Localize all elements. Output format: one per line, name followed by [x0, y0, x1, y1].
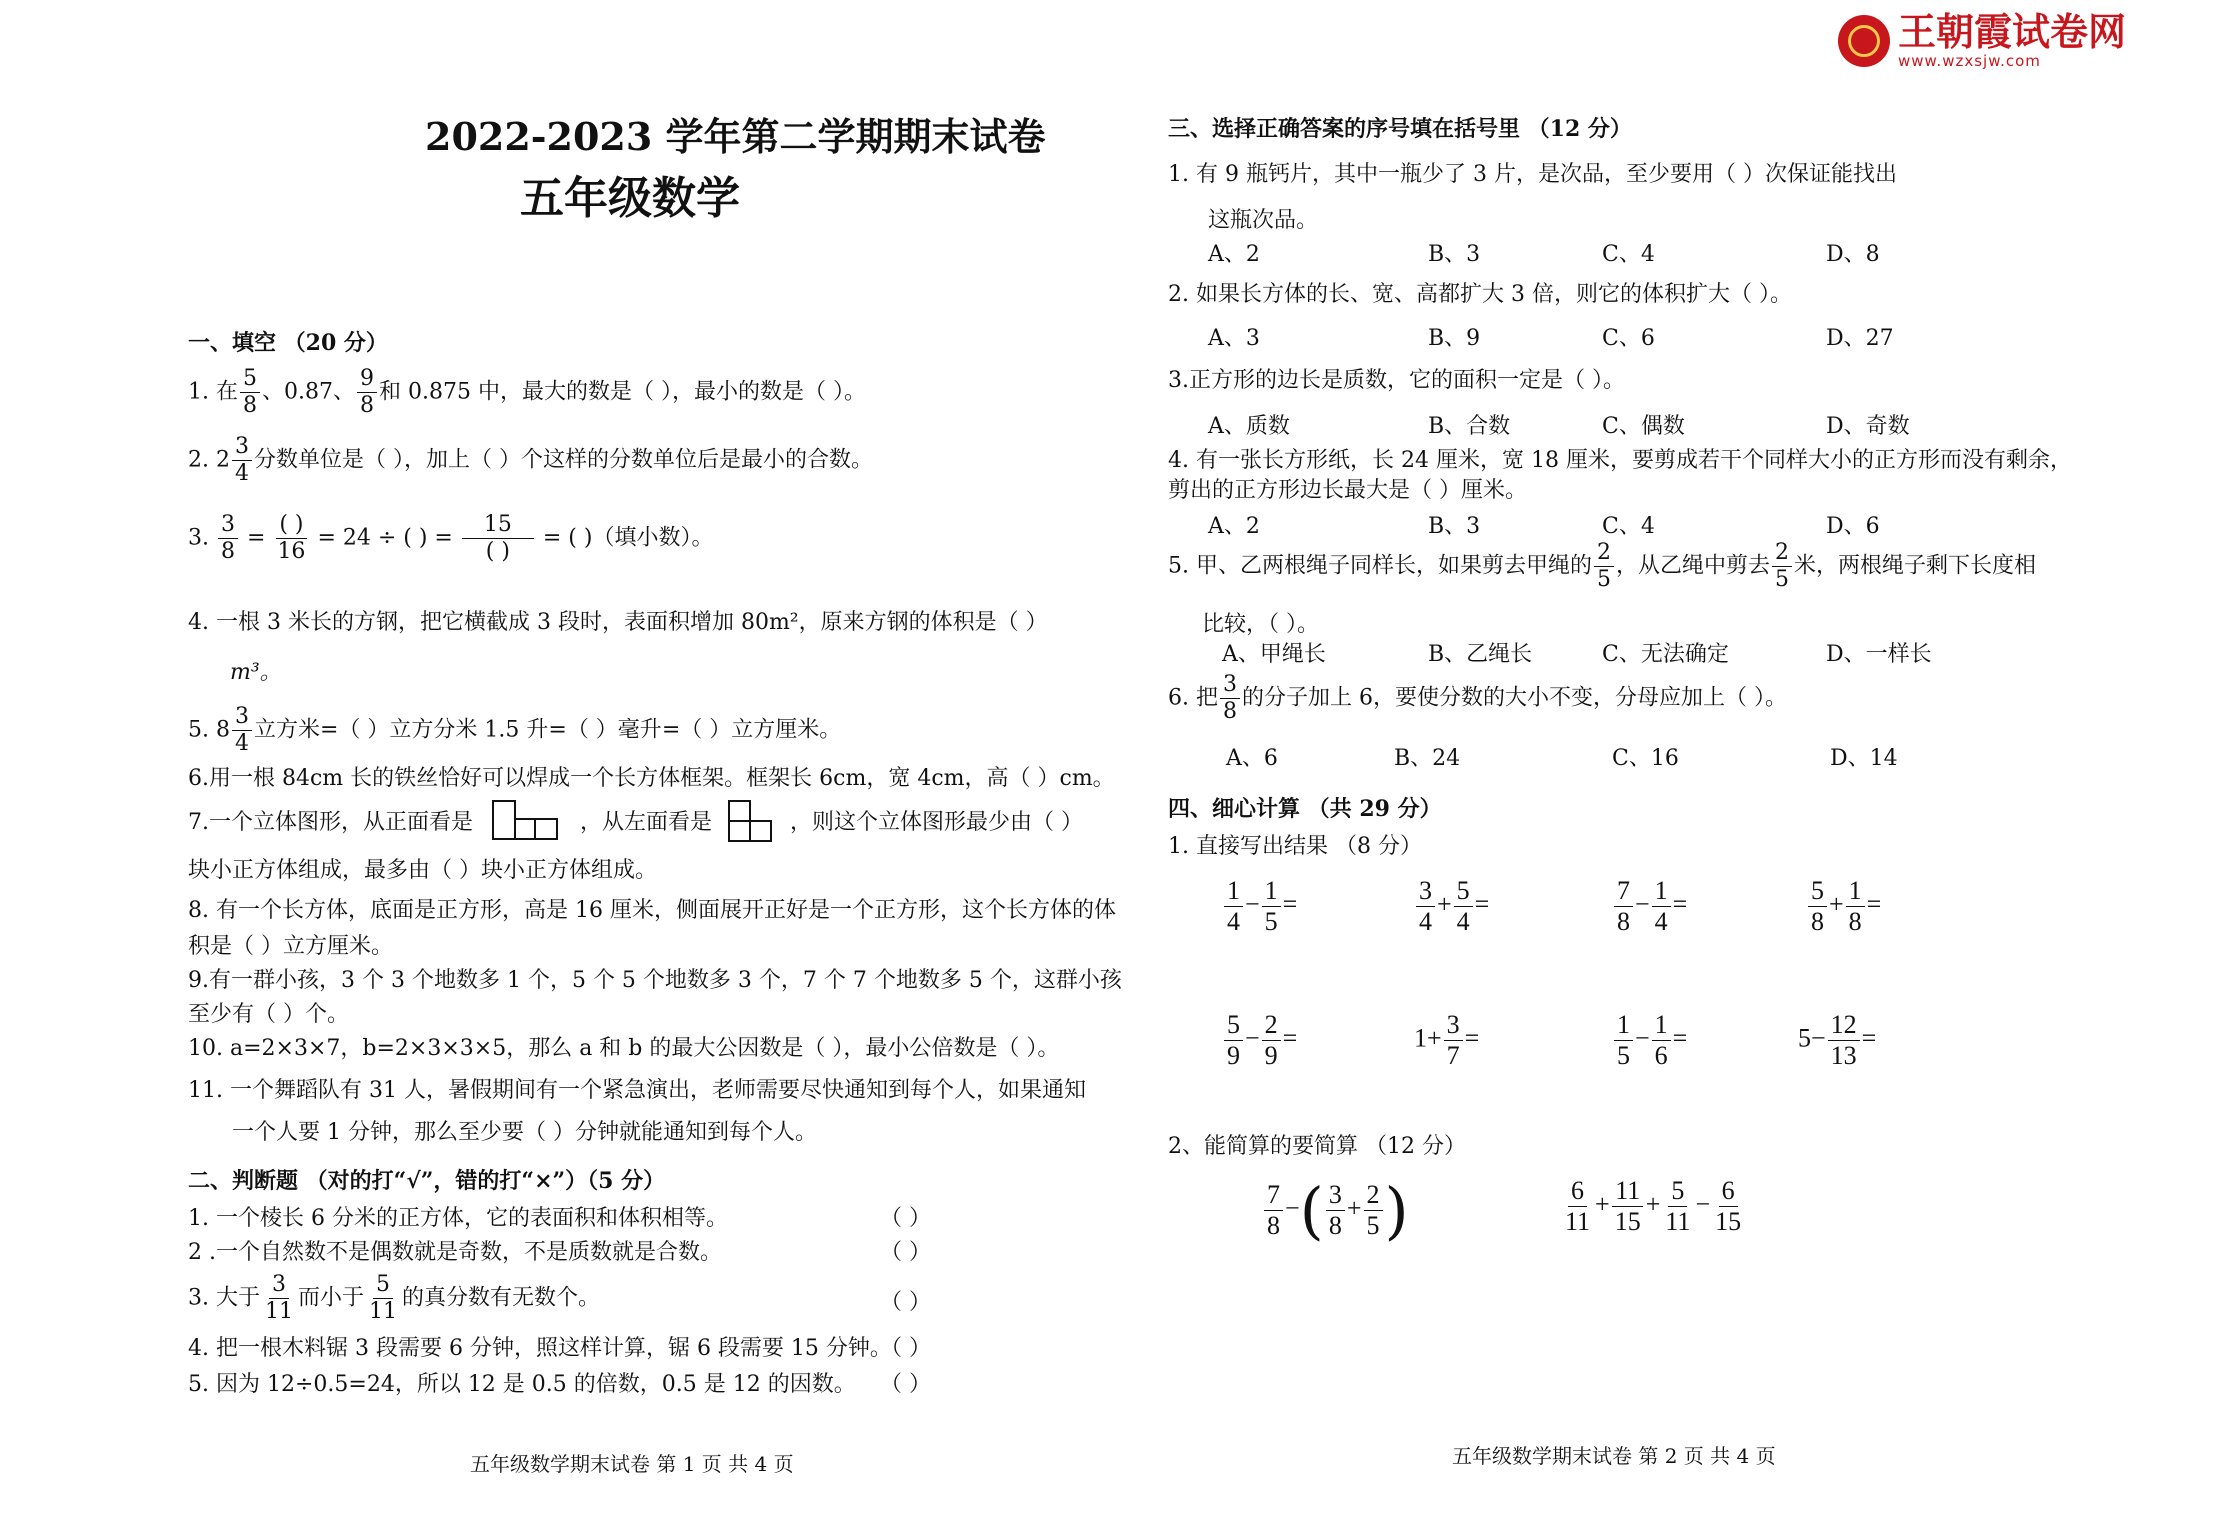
s3-q4: 4. 有一张长方形纸，长 24 厘米，宽 18 厘米，要剪成若干个同样大小的正方形而没有剩余， [1168, 448, 2072, 473]
s1-q7-mid: ，从左面看是 [580, 810, 713, 835]
s4-sub1: 1. 直接写出结果 （8 分） [1168, 834, 1422, 859]
page2-footer: 五年级数学期末试卷 第 2 页 共 4 页 [1452, 1444, 1776, 1468]
s1-q9-line2: 至少有（ ）个。 [188, 1002, 349, 1027]
s1-q8: 8. 有一个长方体，底面是正方形，高是 16 厘米，侧面展开正好是一个正方形，这个长方体的体 [188, 898, 1116, 923]
simplify-expr2: $\frac{6}{11}$ + $\frac{11}{15}$ + $\frac{5}{11}$ − $\frac{6}{15}$ [1565, 1176, 1742, 1236]
s2-q2: 2 .一个自然数不是偶数就是奇数，不是质数就是合数。 [188, 1240, 722, 1265]
calc-row1-item3: $\frac{7}{8}$ − $\frac{1}{4}$ = [1612, 878, 1687, 935]
s3-q1-line2: 这瓶次品。 [1208, 208, 1319, 233]
section3-header: 三、选择正确答案的序号填在括号里 （12 分） [1168, 116, 1632, 142]
s1-q4: 4. 一根 3 米长的方钢，把它横截成 3 段时，表面积增加 80m²，原来方钢的体积是（ ） [188, 610, 1048, 635]
s3-q4-line2: 剪出的正方形边长最大是（ ）厘米。 [1168, 478, 1527, 503]
seal-icon [1838, 15, 1890, 67]
s1-q7-end: ，则这个立体图形最少由（ ） [790, 810, 1083, 835]
s2-q3: 3. 大于 $\frac{3}{11}$ 而小于 $\frac{5}{11}$ 的真分数有无数个。 [188, 1272, 601, 1324]
s3-q6: 6. 把 $\frac{3}{8}$ 的分子加上 6，要使分数的大小不变，分母应加上（ ）。 [1168, 672, 1787, 724]
page1-footer: 五年级数学期末试卷 第 1 页 共 4 页 [470, 1452, 794, 1476]
s1-q11: 11. 一个舞蹈队有 31 人，暑假期间有一个紧急演出，老师需要尽快通知到每个人，如果通知 [188, 1078, 1086, 1103]
s1-q2: 2. 2 $\frac{3}{4}$ 分数单位是（ ），加上（ ）个这样的分数单位后是最小的合数。 [188, 434, 873, 486]
s2-q5: 5. 因为 12÷0.5=24，所以 12 是 0.5 的倍数，0.5 是 12 的因数。 [188, 1372, 856, 1397]
calc-row2-item3: $\frac{1}{5}$ − $\frac{1}{6}$ = [1612, 1012, 1687, 1069]
s1-q10: 10. a=2×3×7，b=2×3×3×5，那么 a 和 b 的最大公因数是（ ），最小公倍数是（ ）。 [188, 1036, 1060, 1061]
calc-row1-item1: $\frac{1}{4}$ − $\frac{1}{5}$ = [1222, 878, 1297, 935]
s1-q9: 9.有一群小孩，3 个 3 个地数多 1 个，5 个 5 个地数多 3 个，7 个 7 个地数多 5 个，这群小孩 [188, 968, 1122, 993]
section1-header: 一、填空 （20 分） [188, 330, 388, 356]
s3-q2: 2. 如果长方体的长、宽、高都扩大 3 倍，则它的体积扩大（ ）。 [1168, 282, 1792, 307]
s1-q11-line2: 一个人要 1 分钟，那么至少要（ ）分钟就能通知到每个人。 [232, 1120, 817, 1145]
s1-q8-line2: 积是（ ）立方厘米。 [188, 934, 393, 959]
s2-q1: 1. 一个棱长 6 分米的正方体，它的表面积和体积相等。 [188, 1206, 728, 1231]
s2-q1-paren: （ ） [880, 1206, 931, 1231]
s2-q3-paren: （ ） [880, 1290, 931, 1315]
exam-subtitle: 五年级数学 [520, 173, 740, 224]
left-view-figure [728, 800, 772, 842]
s3-q3: 3.正方形的边长是质数，它的面积一定是（ ）。 [1168, 368, 1625, 393]
s1-q7-line2: 块小正方体组成，最多由（ ）块小正方体组成。 [188, 858, 657, 883]
s1-q6: 6.用一根 84cm 长的铁丝恰好可以焊成一个长方体框架。框架长 6cm，宽 4cm，高（ ）cm。 [188, 766, 1115, 791]
calc-row2-item4: 5− $\frac{12}{13}$ = [1798, 1010, 1877, 1070]
s1-q5: 5. 8 $\frac{3}{4}$ 立方米=（ ）立方分米 1.5 升=（ ）毫升=（ ）立方厘米。 [188, 704, 842, 756]
section4-header: 四、细心计算 （共 29 分） [1168, 796, 1442, 822]
front-view-figure [492, 800, 558, 840]
calc-row2-item1: $\frac{5}{9}$ − $\frac{2}{9}$ = [1222, 1012, 1297, 1069]
s4-sub2: 2、能简算的要简算 （12 分） [1168, 1134, 1466, 1159]
s1-q7: 7.一个立体图形，从正面看是 [188, 810, 473, 835]
s2-q4: 4. 把一根木料锯 3 段需要 6 分钟，照这样计算，锯 6 段需要 15 分钟。 [188, 1336, 892, 1361]
s2-q2-paren: （ ） [880, 1240, 931, 1265]
s1-q3: 3. $\frac{3}{8}$ = $\frac{( )}{16}$ = 24 ÷ ( ) = $\frac{15}{( )}$ = ( )（填小数）。 [188, 512, 714, 564]
logo-name: 王朝霞试卷网 [1898, 10, 2127, 54]
s2-q5-paren: （ ） [880, 1372, 931, 1397]
section2-header: 二、判断题 （对的打“√”，错的打“×”）（5 分） [188, 1168, 666, 1194]
exam-title: 2022-2023 学年第二学期期末试卷 [425, 114, 1046, 159]
simplify-expr1: $\frac{7}{8}$ −( $\frac{3}{8}$ + $\frac{2}{5}$ ) [1262, 1174, 1409, 1247]
s3-q1: 1. 有 9 瓶钙片，其中一瓶少了 3 片，是次品，至少要用（ ）次保证能找出 [1168, 162, 1897, 187]
s2-q4-paren: （ ） [880, 1336, 931, 1361]
s1-q4-unit: m³。 [230, 660, 282, 685]
calc-row2-item2: 1+ $\frac{3}{7}$ = [1414, 1010, 1480, 1070]
calc-row1-item2: $\frac{3}{4}$ + $\frac{5}{4}$ = [1414, 878, 1489, 935]
s3-q5: 5. 甲、乙两根绳子同样长，如果剪去甲绳的 $\frac{2}{5}$ ，从乙绳中剪去 $\frac{2}{5}$ 米，两根绳子剩下长度相 [1168, 540, 2037, 592]
brand-logo [1838, 12, 2126, 70]
s1-q1: 1. 在 $\frac{5}{8}$ 、0.87、 $\frac{9}{8}$ 和 0.875 中，最大的数是（ ），最小的数是（ ）。 [188, 366, 866, 418]
calc-row1-item4: $\frac{5}{8}$ + $\frac{1}{8}$ = [1806, 878, 1881, 935]
logo-url: www.wzxsjw.com [1898, 52, 2041, 70]
s3-q5-line2: 比较，（ ）。 [1202, 612, 1319, 637]
